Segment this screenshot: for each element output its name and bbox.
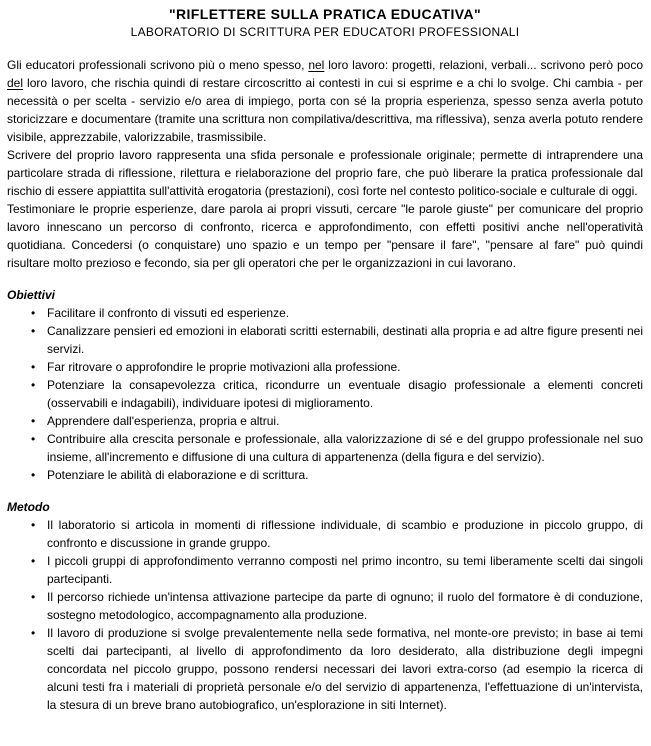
bullet-icon: • [31,414,36,428]
section-metodo [7,498,643,714]
list-item-text: Facilitare il confronto di vissuti ed esperienze. [47,306,290,320]
list-item [7,412,643,430]
list-item [7,624,643,714]
list-item [7,358,643,376]
list-item-text: Potenziare la consapevolezza critica, ricondurre un eventuale disagio professionale a elementi concreti (osservabili e indagabili), individuare ipotesi di miglioramento. [47,378,643,410]
list-item [7,466,643,484]
intro-paragraph-2: Scrivere del proprio lavoro rappresenta una sfida personale e professionale originale; permette di intraprendere una particolare strada di riflessione, rilettura e rielaborazione del proprio fare, che può liberare la pratica professionale dal rischio di essere appiattita sull'attività erogatoria (prestazioni), così forte nel contesto politico-sociale e culturale di oggi. [7,148,643,198]
bullet-icon: • [31,626,36,640]
list-item-text: Contribuire alla crescita personale e professionale, alla valorizzazione di sé e del gruppo professionale nel suo insieme, all'incremento e diffusione di una cultura di appartenenza (della figura e del servizio). [47,432,643,464]
bullet-icon: • [31,360,36,374]
bullet-icon: • [31,554,36,568]
intro-paragraph-3: Testimoniare le proprie esperienze, dare parola ai propri vissuti, cercare "le parole giuste" per comunicare del proprio lavoro innescano un percorso di confronto, ricerca e approfondimento, con effetti positivi anche nell'operatività quotidiana. Concedersi (o conquistare) uno spazio e un tempo per "pensare il fare", "pensare al fare" può quindi risultare molto prezioso e fecondo, sia per gli operatori che per le organizzazioni in cui lavorano. [7,202,643,270]
section-heading-metodo: Metodo [7,500,50,514]
section-obiettivi [7,286,643,484]
list-item [7,376,643,412]
list-item-text: Apprendere dall'esperienza, propria e altrui. [47,414,280,428]
bullet-icon: • [31,590,36,604]
list-item-text: Canalizzare pensieri ed emozioni in elaborati scritti esternabili, destinati alla propria e ad altre figure presenti nei servizi. [47,324,643,356]
list-item-text: Potenziare le abilità di elaborazione e di scrittura. [47,468,309,482]
page-title: "RIFLETTERE SULLA PRATICA EDUCATIVA" [168,6,482,22]
bullet-icon: • [31,518,36,532]
obiettivi-list [7,304,643,484]
list-item-text: Il lavoro di produzione si svolge prevalentemente nella sede formativa, nel monte-ore previsto; in base ai temi scelti dai partecipanti, al livello di approfondimento da loro desiderato, alla distribuzione degli impegni concordata nel piccolo gruppo, possono rendersi necessari dei lavori extra-corso (ad esempio la ricerca di alcuni testi fra i materiali di proprietà personale e/o del servizio di appartenenza, l'effettuazione di un'intervista, la stesura di un breve brano autobiografico, un'esplorazione in siti Internet). [47,626,643,712]
list-item-text: Far ritrovare o approfondire le proprie motivazioni alla professione. [47,360,401,374]
bullet-icon: • [31,468,36,482]
list-item-text: I piccoli gruppi di approfondimento verranno composti nel primo incontro, su temi liberamente scelti dai singoli partecipanti. [47,554,643,586]
bullet-icon: • [31,306,36,320]
bullet-icon: • [31,324,36,338]
list-item [7,430,643,466]
section-heading-obiettivi: Obiettivi [7,288,56,302]
page-subtitle: LABORATORIO DI SCRITTURA PER EDUCATORI PROFESSIONALI [130,25,520,39]
list-item [7,322,643,358]
list-item-text: Il percorso richiede un'intensa attivazione partecipe da parte di ognuno; il ruolo del formatore è di conduzione, sostegno metodologico, accompagnamento alla produzione. [47,590,643,622]
list-item [7,588,643,624]
bullet-icon: • [31,432,36,446]
list-item [7,552,643,588]
list-item [7,304,643,322]
metodo-list [7,516,643,714]
intro-paragraph-1: Gli educatori professionali scrivono più o meno spesso, nel loro lavoro: progetti, relazioni, verbali... scrivono però poco del loro lavoro, che rischia quindi di restare circoscritto ai contesti in cui si esprime e a chi lo svolge. Chi cambia - per necessità o per scelta - servizio e/o area di impiego, porta con sé la propria esperienza, spesso senza averla potuto storicizzare e documentare (tramite una scrittura non compilativa/descrittiva, ma riflessiva), senza averla potuto rendere visibile, apprezzabile, valorizzabile, trasmissibile. [7,58,643,144]
list-item [7,516,643,552]
list-item-text: Il laboratorio si articola in momenti di riflessione individuale, di scambio e produzione in piccolo gruppo, di confronto e discussione in grande gruppo. [47,518,643,550]
bullet-icon: • [31,378,36,392]
